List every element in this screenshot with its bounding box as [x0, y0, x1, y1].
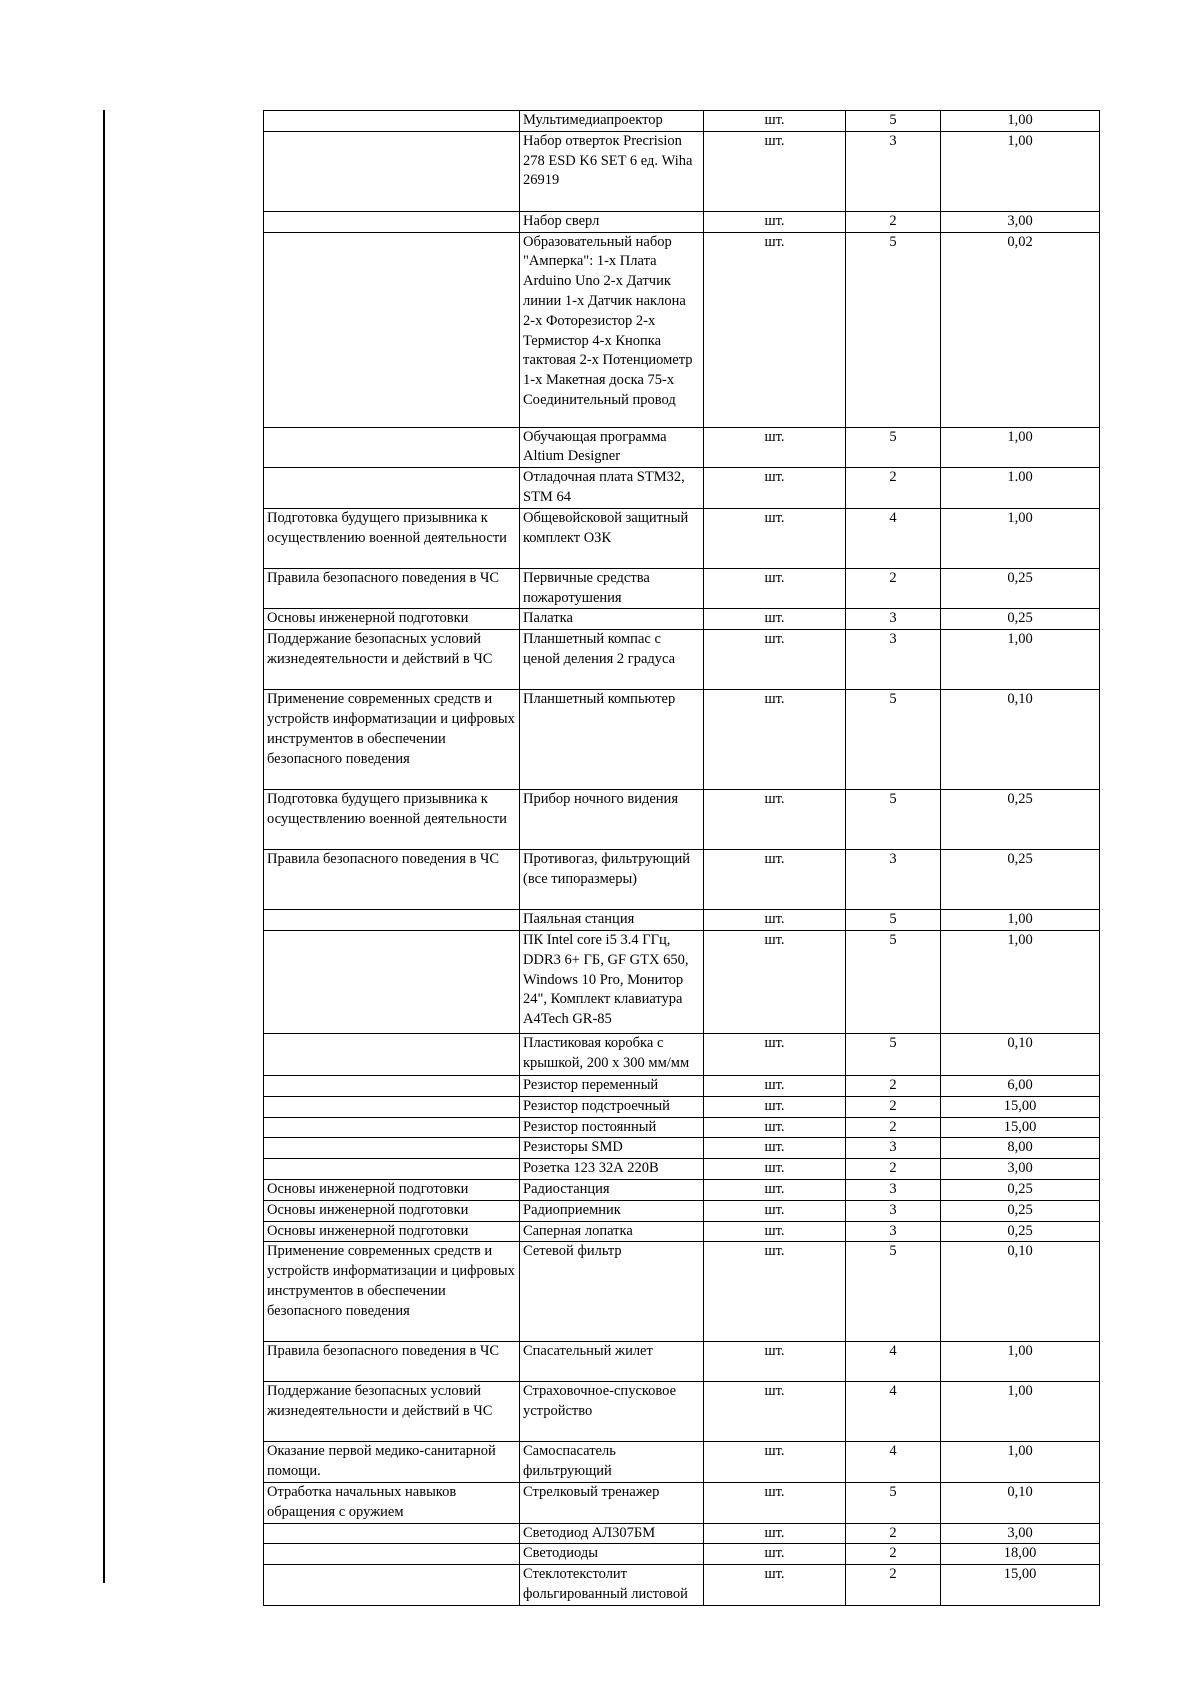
- section-cell: [264, 1033, 520, 1075]
- table-row: [264, 609, 1100, 630]
- quantity-cell: 4: [846, 508, 941, 568]
- norm-cell: 0,10: [941, 1242, 1100, 1342]
- table-row: [264, 1221, 1100, 1242]
- quantity-cell: 5: [846, 910, 941, 931]
- unit-cell: шт.: [704, 1242, 846, 1342]
- norm-cell: 1,00: [941, 111, 1100, 132]
- item-cell: Сетевой фильтр: [520, 1242, 704, 1342]
- norm-cell: 1,00: [941, 910, 1100, 931]
- unit-cell: шт.: [704, 1442, 846, 1483]
- section-cell: [264, 1565, 520, 1606]
- unit-cell: шт.: [704, 930, 846, 1033]
- norm-cell: 18,00: [941, 1544, 1100, 1565]
- table-row: [264, 1138, 1100, 1159]
- unit-cell: шт.: [704, 131, 846, 211]
- section-cell: [264, 1075, 520, 1096]
- table-row: [264, 910, 1100, 931]
- table-row: [264, 1075, 1100, 1096]
- norm-cell: 1,00: [941, 1342, 1100, 1382]
- norm-cell: 15,00: [941, 1117, 1100, 1138]
- quantity-cell: 3: [846, 609, 941, 630]
- section-cell: Применение современных средств и устройств информатизации и цифровых инструментов в обеспечении безопасного поведения: [264, 1242, 520, 1342]
- unit-cell: шт.: [704, 1117, 846, 1138]
- unit-cell: шт.: [704, 508, 846, 568]
- item-cell: Палатка: [520, 609, 704, 630]
- quantity-cell: 2: [846, 1159, 941, 1180]
- norm-cell: 8,00: [941, 1138, 1100, 1159]
- unit-cell: шт.: [704, 790, 846, 850]
- item-cell: Резистор подстроечный: [520, 1096, 704, 1117]
- unit-cell: шт.: [704, 568, 846, 609]
- section-cell: [264, 1544, 520, 1565]
- item-cell: Планшетный компьютер: [520, 690, 704, 790]
- quantity-cell: 3: [846, 1179, 941, 1200]
- quantity-cell: 5: [846, 111, 941, 132]
- quantity-cell: 4: [846, 1342, 941, 1382]
- table-row: [264, 468, 1100, 509]
- norm-cell: 1,00: [941, 1382, 1100, 1442]
- unit-cell: шт.: [704, 1096, 846, 1117]
- item-cell: Отладочная плата STM32, STM 64: [520, 468, 704, 509]
- section-cell: Применение современных средств и устройств информатизации и цифровых инструментов в обеспечении безопасного поведения: [264, 690, 520, 790]
- norm-cell: 0,10: [941, 690, 1100, 790]
- table-row: [264, 1033, 1100, 1075]
- norm-cell: 15,00: [941, 1096, 1100, 1117]
- quantity-cell: 2: [846, 1523, 941, 1544]
- item-cell: Первичные средства пожаротушения: [520, 568, 704, 609]
- quantity-cell: 5: [846, 1242, 941, 1342]
- unit-cell: шт.: [704, 468, 846, 509]
- section-cell: Подготовка будущего призывника к осуществлению военной деятельности: [264, 508, 520, 568]
- unit-cell: шт.: [704, 232, 846, 427]
- margin-line: [103, 110, 105, 1583]
- table-row: [264, 427, 1100, 468]
- unit-cell: шт.: [704, 1200, 846, 1221]
- norm-cell: 1,00: [941, 930, 1100, 1033]
- table-row: [264, 1565, 1100, 1606]
- table-row: [264, 232, 1100, 427]
- table-row: [264, 930, 1100, 1033]
- item-cell: Саперная лопатка: [520, 1221, 704, 1242]
- item-cell: Радиостанция: [520, 1179, 704, 1200]
- section-cell: Оказание первой медико-санитарной помощи.: [264, 1442, 520, 1483]
- section-cell: [264, 131, 520, 211]
- item-cell: ПК Intel core i5 3.4 ГГц, DDR3 6+ ГБ, GF GTX 650, Windows 10 Pro, Монитор 24", Комплект клавиатура A4Tech GR-85: [520, 930, 704, 1033]
- table-row: [264, 1159, 1100, 1180]
- table-row: [264, 630, 1100, 690]
- section-cell: [264, 211, 520, 232]
- quantity-cell: 3: [846, 1221, 941, 1242]
- section-cell: [264, 232, 520, 427]
- section-cell: [264, 1117, 520, 1138]
- section-cell: [264, 468, 520, 509]
- unit-cell: шт.: [704, 1179, 846, 1200]
- table-row: [264, 1442, 1100, 1483]
- quantity-cell: 5: [846, 930, 941, 1033]
- unit-cell: шт.: [704, 910, 846, 931]
- item-cell: Резистор переменный: [520, 1075, 704, 1096]
- section-cell: [264, 930, 520, 1033]
- item-cell: Набор отверток Precrision 278 ESD K6 SET 6 ед. Wiha 26919: [520, 131, 704, 211]
- quantity-cell: 2: [846, 1544, 941, 1565]
- equipment-table: [263, 110, 1100, 1606]
- unit-cell: шт.: [704, 1544, 846, 1565]
- norm-cell: 0,25: [941, 609, 1100, 630]
- section-cell: [264, 910, 520, 931]
- norm-cell: 1,00: [941, 427, 1100, 468]
- item-cell: Планшетный компас с ценой деления 2 градуса: [520, 630, 704, 690]
- table-row: [264, 1482, 1100, 1523]
- item-cell: Мультимедиапроектор: [520, 111, 704, 132]
- norm-cell: 0,10: [941, 1482, 1100, 1523]
- unit-cell: шт.: [704, 211, 846, 232]
- table-row: [264, 1096, 1100, 1117]
- table-row: [264, 1179, 1100, 1200]
- table-row: [264, 508, 1100, 568]
- quantity-cell: 2: [846, 1117, 941, 1138]
- section-cell: [264, 1138, 520, 1159]
- item-cell: Резистор постоянный: [520, 1117, 704, 1138]
- section-cell: Правила безопасного поведения в ЧС: [264, 1342, 520, 1382]
- section-cell: Поддержание безопасных условий жизнедеятельности и действий в ЧС: [264, 1382, 520, 1442]
- item-cell: Резисторы SMD: [520, 1138, 704, 1159]
- item-cell: Спасательный жилет: [520, 1342, 704, 1382]
- table-row: [264, 850, 1100, 910]
- quantity-cell: 3: [846, 1200, 941, 1221]
- unit-cell: шт.: [704, 850, 846, 910]
- quantity-cell: 2: [846, 211, 941, 232]
- item-cell: Стеклотекстолит фольгированный листовой: [520, 1565, 704, 1606]
- table-row: [264, 1544, 1100, 1565]
- item-cell: Страховочное-спусковое устройство: [520, 1382, 704, 1442]
- table-row: [264, 1242, 1100, 1342]
- norm-cell: 0,25: [941, 1200, 1100, 1221]
- norm-cell: 6,00: [941, 1075, 1100, 1096]
- norm-cell: 0,25: [941, 790, 1100, 850]
- quantity-cell: 3: [846, 850, 941, 910]
- section-cell: Правила безопасного поведения в ЧС: [264, 850, 520, 910]
- quantity-cell: 2: [846, 568, 941, 609]
- table-row: [264, 131, 1100, 211]
- item-cell: Обучающая программа Altium Designer: [520, 427, 704, 468]
- norm-cell: 1,00: [941, 1442, 1100, 1483]
- item-cell: Светодиоды: [520, 1544, 704, 1565]
- section-cell: [264, 111, 520, 132]
- table-row: [264, 1382, 1100, 1442]
- norm-cell: 3,00: [941, 211, 1100, 232]
- item-cell: Стрелковый тренажер: [520, 1482, 704, 1523]
- unit-cell: шт.: [704, 1565, 846, 1606]
- unit-cell: шт.: [704, 630, 846, 690]
- quantity-cell: 2: [846, 1075, 941, 1096]
- quantity-cell: 5: [846, 790, 941, 850]
- table-row: [264, 790, 1100, 850]
- quantity-cell: 2: [846, 468, 941, 509]
- unit-cell: шт.: [704, 1342, 846, 1382]
- norm-cell: 1.00: [941, 468, 1100, 509]
- section-cell: Подготовка будущего призывника к осуществлению военной деятельности: [264, 790, 520, 850]
- quantity-cell: 3: [846, 630, 941, 690]
- norm-cell: 0,25: [941, 1179, 1100, 1200]
- norm-cell: 15,00: [941, 1565, 1100, 1606]
- norm-cell: 1,00: [941, 131, 1100, 211]
- unit-cell: шт.: [704, 1482, 846, 1523]
- section-cell: Основы инженерной подготовки: [264, 1179, 520, 1200]
- section-cell: [264, 1523, 520, 1544]
- item-cell: Розетка 123 32А 220В: [520, 1159, 704, 1180]
- item-cell: Образовательный набор "Амперка": 1-х Плата Arduino Uno 2-х Датчик линии 1-х Датчик наклона 2-х Фоторезистор 2-х Термистор 4-х Кнопка тактовая 2-х Потенциометр 1-х Макетная доска 75-х Соединительный провод: [520, 232, 704, 427]
- table-row: [264, 690, 1100, 790]
- norm-cell: 3,00: [941, 1523, 1100, 1544]
- unit-cell: шт.: [704, 1221, 846, 1242]
- norm-cell: 0,25: [941, 850, 1100, 910]
- unit-cell: шт.: [704, 609, 846, 630]
- section-cell: [264, 1096, 520, 1117]
- unit-cell: шт.: [704, 427, 846, 468]
- unit-cell: шт.: [704, 1382, 846, 1442]
- table-row: [264, 111, 1100, 132]
- table-row: [264, 1200, 1100, 1221]
- table-row: [264, 568, 1100, 609]
- item-cell: Пластиковая коробка с крышкой, 200 х 300 мм/мм: [520, 1033, 704, 1075]
- unit-cell: шт.: [704, 1138, 846, 1159]
- unit-cell: шт.: [704, 111, 846, 132]
- norm-cell: 0,10: [941, 1033, 1100, 1075]
- unit-cell: шт.: [704, 690, 846, 790]
- item-cell: Общевойсковой защитный комплект ОЗК: [520, 508, 704, 568]
- item-cell: Светодиод АЛ307БМ: [520, 1523, 704, 1544]
- item-cell: Прибор ночного видения: [520, 790, 704, 850]
- norm-cell: 1,00: [941, 630, 1100, 690]
- quantity-cell: 5: [846, 232, 941, 427]
- item-cell: Паяльная станция: [520, 910, 704, 931]
- norm-cell: 0,02: [941, 232, 1100, 427]
- norm-cell: 3,00: [941, 1159, 1100, 1180]
- quantity-cell: 3: [846, 1138, 941, 1159]
- table-row: [264, 1342, 1100, 1382]
- quantity-cell: 4: [846, 1382, 941, 1442]
- item-cell: Набор сверл: [520, 211, 704, 232]
- table-row: [264, 1523, 1100, 1544]
- norm-cell: 0,25: [941, 568, 1100, 609]
- table-row: [264, 211, 1100, 232]
- norm-cell: 1,00: [941, 508, 1100, 568]
- unit-cell: шт.: [704, 1075, 846, 1096]
- item-cell: Самоспасатель фильтрующий: [520, 1442, 704, 1483]
- quantity-cell: 5: [846, 690, 941, 790]
- unit-cell: шт.: [704, 1033, 846, 1075]
- norm-cell: 0,25: [941, 1221, 1100, 1242]
- quantity-cell: 4: [846, 1442, 941, 1483]
- section-cell: Отработка начальных навыков обращения с оружием: [264, 1482, 520, 1523]
- equipment-table-body: [264, 111, 1100, 1606]
- table-row: [264, 1117, 1100, 1138]
- item-cell: Радиоприемник: [520, 1200, 704, 1221]
- section-cell: [264, 1159, 520, 1180]
- quantity-cell: 5: [846, 1033, 941, 1075]
- quantity-cell: 5: [846, 427, 941, 468]
- section-cell: Основы инженерной подготовки: [264, 609, 520, 630]
- section-cell: Основы инженерной подготовки: [264, 1221, 520, 1242]
- section-cell: Основы инженерной подготовки: [264, 1200, 520, 1221]
- quantity-cell: 3: [846, 131, 941, 211]
- quantity-cell: 5: [846, 1482, 941, 1523]
- section-cell: Правила безопасного поведения в ЧС: [264, 568, 520, 609]
- section-cell: [264, 427, 520, 468]
- section-cell: Поддержание безопасных условий жизнедеятельности и действий в ЧС: [264, 630, 520, 690]
- item-cell: Противогаз, фильтрующий (все типоразмеры): [520, 850, 704, 910]
- quantity-cell: 2: [846, 1565, 941, 1606]
- unit-cell: шт.: [704, 1523, 846, 1544]
- unit-cell: шт.: [704, 1159, 846, 1180]
- quantity-cell: 2: [846, 1096, 941, 1117]
